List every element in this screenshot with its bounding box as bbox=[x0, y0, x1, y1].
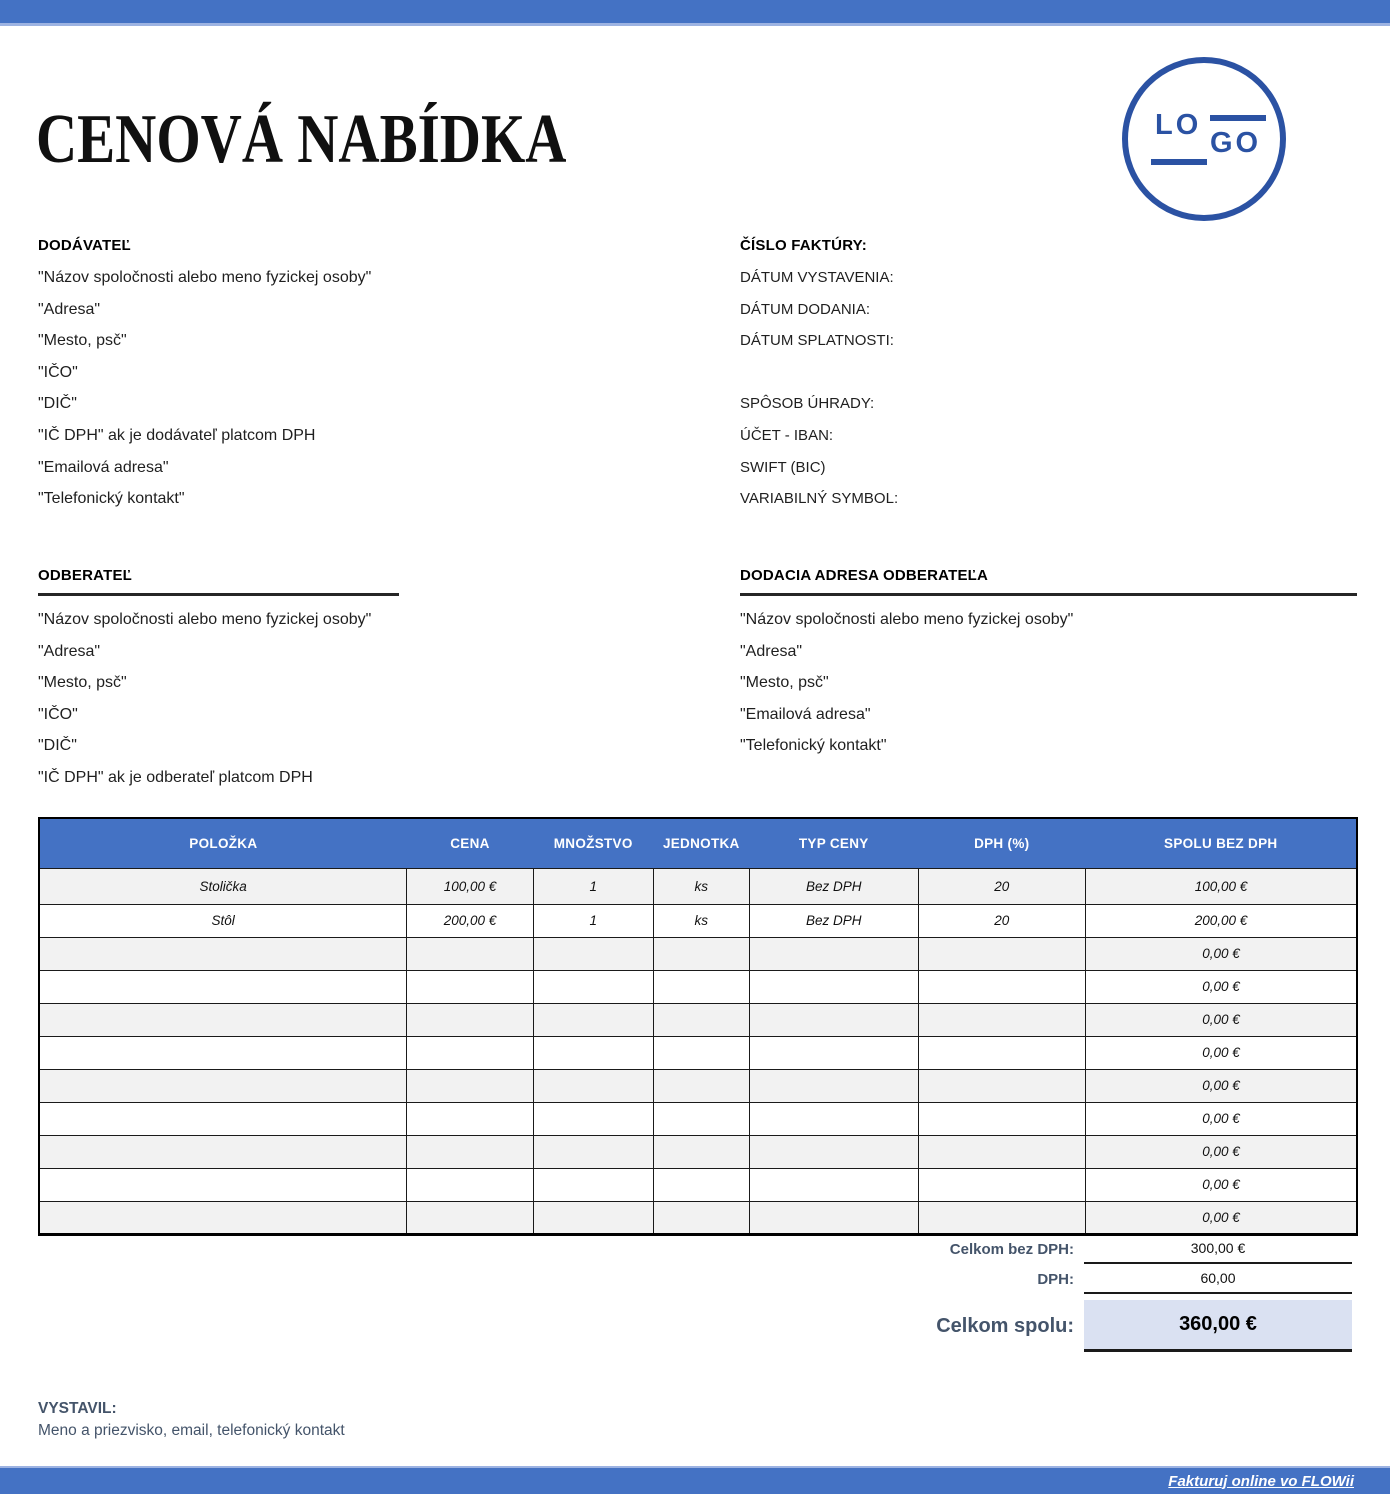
supplier-section bbox=[38, 230, 698, 515]
cell-jednotka bbox=[653, 970, 749, 1003]
cell-spolu-bez-dph: 0,00 € bbox=[1085, 1069, 1357, 1102]
items-table-header-cell: MNOŽSTVO bbox=[533, 818, 653, 868]
customer-line: "IČO" bbox=[38, 705, 78, 723]
customer-line: "Mesto, psč" bbox=[38, 674, 127, 692]
total-row bbox=[38, 1264, 1358, 1294]
supplier-line: "IČ DPH" ak je dodávateľ platcom DPH bbox=[38, 426, 316, 444]
items-table-header-cell: CENA bbox=[407, 818, 534, 868]
cell-polozka: Stolička bbox=[39, 868, 407, 904]
items-table-header-row bbox=[39, 818, 1357, 868]
cell-dph bbox=[918, 1036, 1085, 1069]
total-value: 60,00 bbox=[1084, 1264, 1352, 1294]
items-table-row bbox=[39, 868, 1357, 904]
items-table-row bbox=[39, 937, 1357, 970]
cell-typ-ceny bbox=[749, 1069, 918, 1102]
cell-mnozstvo bbox=[533, 1102, 653, 1135]
invoice-meta-section bbox=[740, 230, 1357, 515]
cell-dph bbox=[918, 1201, 1085, 1234]
items-table-row bbox=[39, 1168, 1357, 1201]
cell-mnozstvo bbox=[533, 1036, 653, 1069]
customer-lines bbox=[38, 604, 698, 794]
shipping-address-line: "Mesto, psč" bbox=[740, 674, 829, 692]
top-accent-bar bbox=[0, 0, 1390, 26]
items-table-row bbox=[39, 1036, 1357, 1069]
invoice-meta-line: ÚČET - IBAN: bbox=[740, 426, 834, 444]
cell-dph bbox=[918, 1069, 1085, 1102]
customer-heading: ODBERATEĽ bbox=[38, 566, 399, 596]
cell-polozka: Stôl bbox=[39, 904, 407, 937]
subtotal-rows bbox=[38, 1234, 1358, 1294]
cell-typ-ceny: Bez DPH bbox=[749, 904, 918, 937]
cell-dph bbox=[918, 1003, 1085, 1036]
issued-by-heading: VYSTAVIL: bbox=[38, 1400, 117, 1417]
cell-spolu-bez-dph: 100,00 € bbox=[1085, 868, 1357, 904]
cell-polozka bbox=[39, 1069, 407, 1102]
invoice-meta-line: DÁTUM VYSTAVENIA: bbox=[740, 269, 894, 286]
cell-dph bbox=[918, 970, 1085, 1003]
grand-total-label: Celkom spolu: bbox=[936, 1314, 1074, 1337]
invoice-meta-line: SPÔSOB ÚHRADY: bbox=[740, 395, 875, 413]
cell-jednotka bbox=[653, 1102, 749, 1135]
items-table-row bbox=[39, 1003, 1357, 1036]
shipping-address-line: "Telefonický kontakt" bbox=[740, 737, 887, 755]
cell-jednotka bbox=[653, 1036, 749, 1069]
grand-total-value: 360,00 € bbox=[1084, 1300, 1352, 1352]
cell-jednotka bbox=[653, 1135, 749, 1168]
grand-total-row bbox=[38, 1300, 1358, 1352]
items-table-row bbox=[39, 1069, 1357, 1102]
invoice-meta-line: SWIFT (BIC) bbox=[740, 458, 826, 476]
cell-typ-ceny bbox=[749, 1036, 918, 1069]
cell-jednotka bbox=[653, 1201, 749, 1234]
cell-typ-ceny: Bez DPH bbox=[749, 868, 918, 904]
items-table-row bbox=[39, 904, 1357, 937]
items-table-row bbox=[39, 1102, 1357, 1135]
invoice-number-heading: ČÍSLO FAKTÚRY: bbox=[740, 237, 867, 254]
cell-dph bbox=[918, 1102, 1085, 1135]
items-table-header-cell: JEDNOTKA bbox=[653, 818, 749, 868]
cell-mnozstvo: 1 bbox=[533, 904, 653, 937]
supplier-line: "DIČ" bbox=[38, 395, 77, 413]
logo-bar-top bbox=[1210, 115, 1266, 121]
items-table-header-cell: POLOŽKA bbox=[39, 818, 407, 868]
shipping-address-line: "Adresa" bbox=[740, 642, 803, 660]
invoice-meta-line bbox=[740, 357, 1357, 389]
cell-polozka bbox=[39, 1003, 407, 1036]
cell-spolu-bez-dph: 0,00 € bbox=[1085, 1201, 1357, 1234]
issued-by-line: Meno a priezvisko, email, telefonický kontakt bbox=[38, 1422, 345, 1439]
supplier-line: "Adresa" bbox=[38, 300, 101, 318]
cell-spolu-bez-dph: 200,00 € bbox=[1085, 904, 1357, 937]
items-table-header-cell: TYP CENY bbox=[749, 818, 918, 868]
bottom-accent-bar bbox=[0, 1466, 1390, 1494]
cell-cena bbox=[407, 1036, 534, 1069]
cell-polozka bbox=[39, 1201, 407, 1234]
cell-cena bbox=[407, 1135, 534, 1168]
cell-dph: 20 bbox=[918, 868, 1085, 904]
shipping-address-line: "Emailová adresa" bbox=[740, 705, 871, 723]
total-label: Celkom bez DPH: bbox=[949, 1240, 1074, 1258]
customer-line: "Adresa" bbox=[38, 642, 101, 660]
cell-cena bbox=[407, 1201, 534, 1234]
company-logo bbox=[1122, 57, 1286, 221]
items-table bbox=[38, 817, 1358, 1236]
total-row bbox=[38, 1234, 1358, 1264]
items-table-row bbox=[39, 970, 1357, 1003]
cell-cena: 200,00 € bbox=[407, 904, 534, 937]
supplier-line: "Telefonický kontakt" bbox=[38, 490, 185, 508]
cell-spolu-bez-dph: 0,00 € bbox=[1085, 1036, 1357, 1069]
supplier-line: "Názov spoločnosti alebo meno fyzickej osoby" bbox=[38, 269, 372, 286]
logo-text-lo: LO bbox=[1155, 109, 1202, 141]
supplier-lines bbox=[38, 262, 698, 515]
cell-dph bbox=[918, 937, 1085, 970]
page-title: CENOVÁ NABÍDKA bbox=[36, 101, 567, 179]
cell-cena bbox=[407, 970, 534, 1003]
cell-cena bbox=[407, 1102, 534, 1135]
total-value: 300,00 € bbox=[1084, 1234, 1352, 1264]
cell-dph bbox=[918, 1168, 1085, 1201]
flowii-link[interactable]: Fakturuj online vo FLOWii bbox=[1168, 1472, 1354, 1490]
cell-mnozstvo bbox=[533, 1135, 653, 1168]
cell-cena bbox=[407, 1069, 534, 1102]
cell-cena bbox=[407, 1168, 534, 1201]
shipping-address-heading: DODACIA ADRESA ODBERATEĽA bbox=[740, 566, 1357, 596]
cell-spolu-bez-dph: 0,00 € bbox=[1085, 1102, 1357, 1135]
shipping-address-lines bbox=[740, 604, 1358, 762]
supplier-heading: DODÁVATEĽ bbox=[38, 237, 131, 254]
customer-line: "IČ DPH" ak je odberateľ platcom DPH bbox=[38, 768, 313, 786]
cell-typ-ceny bbox=[749, 1201, 918, 1234]
cell-mnozstvo bbox=[533, 1201, 653, 1234]
shipping-address-line: "Názov spoločnosti alebo meno fyzickej osoby" bbox=[740, 611, 1074, 628]
cell-spolu-bez-dph: 0,00 € bbox=[1085, 1135, 1357, 1168]
cell-polozka bbox=[39, 937, 407, 970]
cell-polozka bbox=[39, 970, 407, 1003]
cell-jednotka: ks bbox=[653, 868, 749, 904]
totals-section bbox=[38, 1234, 1358, 1352]
cell-mnozstvo bbox=[533, 1069, 653, 1102]
cell-polozka bbox=[39, 1102, 407, 1135]
logo-bar-bottom bbox=[1151, 159, 1207, 165]
cell-jednotka bbox=[653, 1003, 749, 1036]
cell-mnozstvo bbox=[533, 970, 653, 1003]
cell-mnozstvo bbox=[533, 937, 653, 970]
total-label: DPH: bbox=[1037, 1270, 1074, 1288]
items-table-body bbox=[39, 868, 1357, 1234]
invoice-meta-lines bbox=[740, 262, 1357, 515]
cell-cena: 100,00 € bbox=[407, 868, 534, 904]
cell-dph bbox=[918, 1135, 1085, 1168]
cell-spolu-bez-dph: 0,00 € bbox=[1085, 1003, 1357, 1036]
cell-typ-ceny bbox=[749, 1102, 918, 1135]
cell-mnozstvo bbox=[533, 1168, 653, 1201]
cell-spolu-bez-dph: 0,00 € bbox=[1085, 970, 1357, 1003]
invoice-meta-line: DÁTUM DODANIA: bbox=[740, 300, 871, 318]
items-table-header-cell: SPOLU BEZ DPH bbox=[1085, 818, 1357, 868]
cell-jednotka bbox=[653, 937, 749, 970]
items-table-row bbox=[39, 1135, 1357, 1168]
cell-mnozstvo bbox=[533, 1003, 653, 1036]
cell-jednotka bbox=[653, 1069, 749, 1102]
cell-typ-ceny bbox=[749, 1168, 918, 1201]
supplier-line: "IČO" bbox=[38, 363, 78, 381]
issued-by-section bbox=[38, 1398, 345, 1442]
items-table-header-cell: DPH (%) bbox=[918, 818, 1085, 868]
cell-typ-ceny bbox=[749, 970, 918, 1003]
cell-typ-ceny bbox=[749, 1003, 918, 1036]
cell-spolu-bez-dph: 0,00 € bbox=[1085, 1168, 1357, 1201]
cell-polozka bbox=[39, 1168, 407, 1201]
logo-text-go: GO bbox=[1210, 127, 1262, 159]
cell-typ-ceny bbox=[749, 1135, 918, 1168]
cell-spolu-bez-dph: 0,00 € bbox=[1085, 937, 1357, 970]
customer-line: "Názov spoločnosti alebo meno fyzickej osoby" bbox=[38, 611, 372, 628]
cell-dph: 20 bbox=[918, 904, 1085, 937]
cell-typ-ceny bbox=[749, 937, 918, 970]
cell-cena bbox=[407, 1003, 534, 1036]
shipping-address-section bbox=[740, 566, 1358, 762]
customer-line: "DIČ" bbox=[38, 737, 77, 755]
cell-mnozstvo: 1 bbox=[533, 868, 653, 904]
invoice-meta-line: VARIABILNÝ SYMBOL: bbox=[740, 490, 899, 508]
customer-section bbox=[38, 566, 698, 794]
cell-jednotka bbox=[653, 1168, 749, 1201]
invoice-meta-line: DÁTUM SPLATNOSTI: bbox=[740, 332, 894, 350]
items-table-row bbox=[39, 1201, 1357, 1234]
cell-polozka bbox=[39, 1036, 407, 1069]
cell-polozka bbox=[39, 1135, 407, 1168]
cell-cena bbox=[407, 937, 534, 970]
supplier-line: "Mesto, psč" bbox=[38, 332, 127, 350]
cell-jednotka: ks bbox=[653, 904, 749, 937]
supplier-line: "Emailová adresa" bbox=[38, 458, 169, 476]
